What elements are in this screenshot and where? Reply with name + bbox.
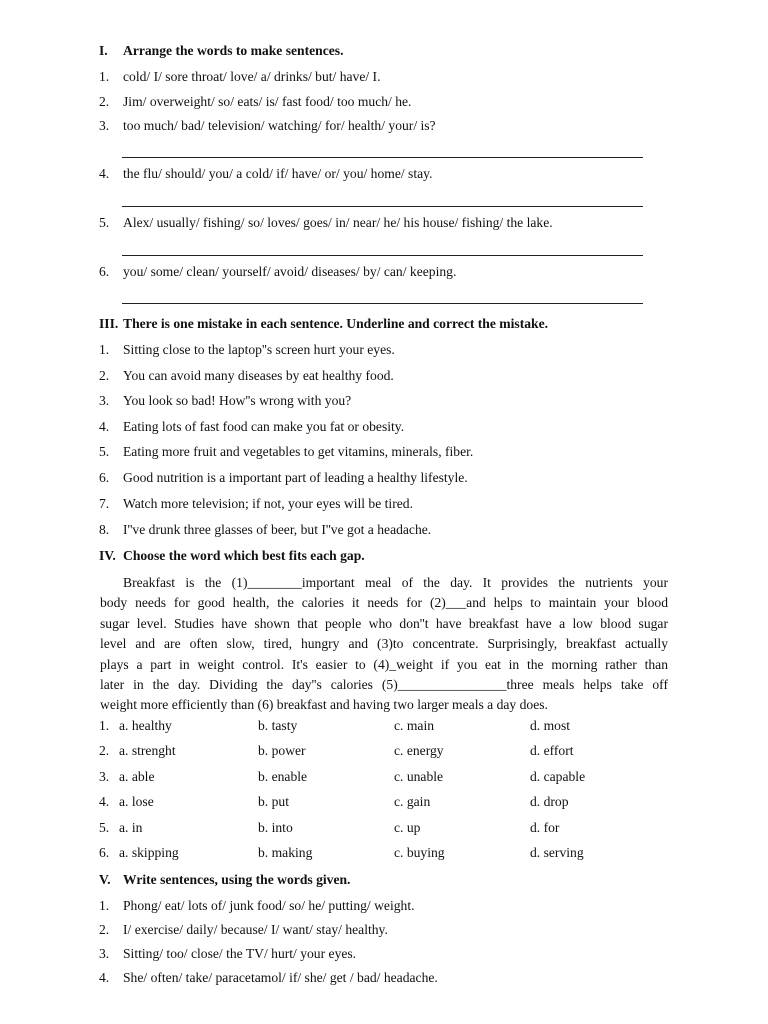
item-text: Good nutrition is a important part of leading a healthy lifestyle.: [123, 470, 468, 485]
answer-line-4: [122, 206, 643, 207]
item-number: 5.: [99, 444, 110, 459]
item-text: I''ve drunk three glasses of beer, but I''ve got a headache.: [123, 522, 432, 537]
item-text: She/ often/ take/ paracetamol/ if/ she/ get / bad/ headache.: [123, 970, 438, 985]
section-1-title: Arrange the words to make sentences.: [123, 43, 344, 58]
section-3-item-4: [99, 419, 404, 435]
section-3-heading: [99, 316, 548, 332]
passage-line: later in the day. Dividing the day''s calories (5)________________three meals helps take off: [100, 677, 668, 693]
item-text: I/ exercise/ daily/ because/ I/ want/ stay/ healthy.: [123, 922, 388, 937]
section-5-number: V.: [99, 872, 111, 887]
option-a: a. lose: [119, 794, 154, 809]
item-number: 4.: [99, 419, 110, 434]
option-number: 4.: [99, 794, 110, 809]
item-text: cold/ I/ sore throat/ love/ a/ drinks/ but/ have/ I.: [123, 69, 381, 84]
section-3-number: III.: [99, 316, 119, 331]
item-number: 5.: [99, 215, 110, 230]
item-text: Watch more television; if not, your eyes will be tired.: [123, 496, 413, 511]
option-number: 3.: [99, 769, 110, 784]
section-1-number: I.: [99, 43, 108, 58]
passage-line: plays a part in weight control. It's easier to (4)_weight if you eat in the morning rather than: [100, 656, 668, 672]
section-1-item-1: [99, 69, 380, 85]
item-text: the flu/ should/ you/ a cold/ if/ have/ or/ you/ home/ stay.: [123, 166, 433, 181]
option-a: a. strenght: [119, 743, 176, 758]
item-text: Sitting/ too/ close/ the TV/ hurt/ your eyes.: [123, 946, 357, 961]
option-d: d. most: [530, 718, 571, 733]
section-5-title: Write sentences, using the words given.: [123, 872, 351, 887]
item-text: Alex/ usually/ fishing/ so/ loves/ goes/ in/ near/ he/ his house/ fishing/ the lake.: [123, 215, 553, 230]
item-text: You look so bad! How''s wrong with you?: [123, 393, 352, 408]
item-number: 6.: [99, 264, 110, 279]
item-number: 2.: [99, 922, 110, 937]
item-number: 4.: [99, 166, 110, 181]
item-number: 3.: [99, 118, 110, 133]
item-text: You can avoid many diseases by eat healthy food.: [123, 368, 394, 383]
option-d: d. drop: [530, 794, 569, 809]
section-3-item-3: [99, 393, 351, 409]
section-3-item-1: [99, 342, 395, 358]
section-5-item-1: [99, 898, 415, 914]
option-a: a. healthy: [119, 718, 172, 733]
section-3-item-6: [99, 470, 468, 486]
item-text: Sitting close to the laptop''s screen hurt your eyes.: [123, 342, 395, 357]
item-number: 4.: [99, 970, 110, 985]
item-number: 2.: [99, 94, 110, 109]
answer-line-5: [122, 255, 643, 256]
section-1-item-4: [99, 166, 432, 182]
answer-line-3: [122, 157, 643, 158]
item-text: Eating lots of fast food can make you fat or obesity.: [123, 419, 405, 434]
option-b: b. power: [258, 743, 306, 758]
option-a: a. in: [119, 820, 143, 835]
section-1-item-2: [99, 94, 411, 110]
item-number: 7.: [99, 496, 110, 511]
option-c: c. up: [394, 820, 421, 835]
section-3-title: There is one mistake in each sentence. Underline and correct the mistake.: [123, 316, 549, 331]
passage-line: sugar level. Studies have shown that people who don''t have breakfast have a low blood sugar: [100, 615, 668, 631]
option-b: b. making: [258, 845, 313, 860]
option-number: 5.: [99, 820, 110, 835]
item-text: too much/ bad/ television/ watching/ for/ health/ your/ is?: [123, 118, 436, 133]
item-number: 1.: [99, 69, 110, 84]
section-3-item-2: [99, 368, 394, 384]
answer-line-6: [122, 303, 643, 304]
item-number: 1.: [99, 898, 110, 913]
item-text: Jim/ overweight/ so/ eats/ is/ fast food/ too much/ he.: [123, 94, 412, 109]
section-4-title: Choose the word which best fits each gap.: [123, 548, 365, 563]
section-5-heading: [99, 872, 350, 888]
passage-line: level and are often slow, tired, hungry and (3)to concentrate. Surprisingly, breakfast actually: [100, 636, 668, 652]
passage-line: weight more efficiently than (6) breakfast and having two larger meals a day does.: [100, 697, 548, 713]
option-b: b. put: [258, 794, 289, 809]
item-text: Phong/ eat/ lots of/ junk food/ so/ he/ putting/ weight.: [123, 898, 415, 913]
cloze-passage: [100, 573, 668, 716]
option-b: b. into: [258, 820, 293, 835]
option-c: c. energy: [394, 743, 444, 758]
option-c: c. main: [394, 718, 435, 733]
option-d: d. for: [530, 820, 560, 835]
option-d: d. capable: [530, 769, 586, 784]
option-b: b. enable: [258, 769, 308, 784]
item-number: 2.: [99, 368, 110, 383]
option-a: a. skipping: [119, 845, 179, 860]
section-1-item-5: [99, 215, 553, 231]
option-d: d. effort: [530, 743, 574, 758]
option-c: c. gain: [394, 794, 431, 809]
option-b: b. tasty: [258, 718, 298, 733]
option-a: a. able: [119, 769, 155, 784]
option-c: c. buying: [394, 845, 445, 860]
item-number: 8.: [99, 522, 110, 537]
section-5-item-3: [99, 946, 356, 962]
option-number: 6.: [99, 845, 110, 860]
item-text: Eating more fruit and vegetables to get vitamins, minerals, fiber.: [123, 444, 474, 459]
option-number: 2.: [99, 743, 110, 758]
section-5-item-4: [99, 970, 438, 986]
section-1-item-3: [99, 118, 436, 134]
section-3-item-7: [99, 496, 413, 512]
section-3-item-5: [99, 444, 473, 460]
item-number: 6.: [99, 470, 110, 485]
option-c: c. unable: [394, 769, 444, 784]
item-number: 3.: [99, 393, 110, 408]
passage-line: body needs for good health, the calories it needs for (2)___and helps to maintain your blood: [100, 595, 668, 611]
passage-line: Breakfast is the (1)________important meal of the day. It provides the nutrients your: [123, 575, 668, 590]
section-4-heading: [99, 548, 365, 564]
item-text: you/ some/ clean/ yourself/ avoid/ diseases/ by/ can/ keeping.: [123, 264, 457, 279]
item-number: 3.: [99, 946, 110, 961]
section-4-number: IV.: [99, 548, 116, 563]
section-1-item-6: [99, 264, 456, 280]
section-5-item-2: [99, 922, 388, 938]
option-number: 1.: [99, 718, 110, 733]
section-1-heading: [99, 43, 343, 59]
option-d: d. serving: [530, 845, 584, 860]
section-3-item-8: [99, 522, 431, 538]
item-number: 1.: [99, 342, 110, 357]
